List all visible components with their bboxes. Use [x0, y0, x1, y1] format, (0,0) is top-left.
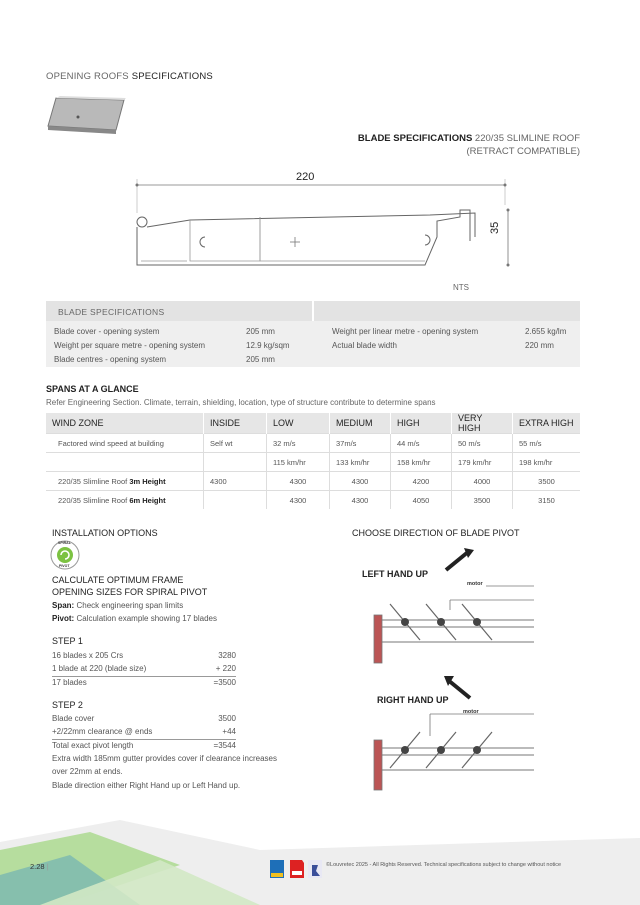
step2-note: Blade direction either Right Hand up or Left Hand up.	[52, 781, 241, 790]
step2-row: +2/22mm clearance @ ends +44	[52, 727, 236, 736]
copyright-text: ©Louvretec 2025 - All Rights Reserved. Technical specifications subject to change without notice	[326, 862, 562, 868]
table-cell: 198 km/hr	[513, 453, 581, 472]
spec-value: 12.9 kg/sqm	[246, 341, 290, 350]
blade-spec-table	[46, 301, 580, 367]
table-row	[46, 472, 580, 491]
step2-title: STEP 2	[52, 700, 83, 710]
left-hand-up-label: LEFT HAND UP	[362, 569, 428, 579]
col-header: INSIDE	[204, 413, 267, 434]
step2-sum-rule	[52, 739, 236, 740]
table-row	[46, 453, 580, 472]
width-dimension-label: 220	[296, 171, 315, 183]
table-cell: 55 m/s	[513, 434, 581, 453]
inside-cell	[204, 453, 267, 472]
spans-table	[46, 413, 580, 509]
pivot-note: Pivot: Calculation example showing 17 blades	[52, 614, 217, 623]
step1-row: 1 blade at 220 (blade size) + 220	[52, 664, 236, 673]
right-hand-up-label: RIGHT HAND UP	[377, 695, 449, 705]
table-cell: 4200	[391, 472, 452, 491]
table-cell: 4000	[452, 472, 513, 491]
table-cell: 158 km/hr	[391, 453, 452, 472]
zone-cell	[46, 453, 204, 472]
spec-row: Weight per linear metre - opening system	[332, 327, 479, 336]
spiral-pivot-badge: SPIRAL PIVOT	[50, 540, 80, 570]
col-header: WIND ZONE	[46, 413, 204, 434]
step2-note: over 22mm at ends.	[52, 767, 123, 776]
spans-table-header	[46, 413, 580, 434]
table-cell: 4050	[391, 491, 452, 510]
zone-cell: 220/35 Slimline Roof 6m Height	[46, 491, 204, 510]
table-cell: 115 km/hr	[267, 453, 330, 472]
col-header: VERY HIGH	[452, 413, 513, 434]
blade-spec-heading: BLADE SPECIFICATIONS 220/35 SLIMLINE ROOF (RETRACT COMPATIBLE)	[357, 133, 580, 157]
spec-value: 205 mm	[246, 355, 275, 364]
table-row	[46, 491, 580, 510]
blade-thumbnail-icon	[44, 94, 130, 136]
blade-pivot-icon	[390, 604, 492, 640]
inside-cell: 4300	[204, 472, 267, 491]
step1-title: STEP 1	[52, 636, 83, 646]
scale-note: NTS	[453, 283, 469, 292]
download-icons	[268, 857, 324, 881]
motor-label: motor	[467, 581, 483, 587]
motor-label: motor	[463, 709, 479, 715]
table-cell: 3150	[513, 491, 581, 510]
blade-pivot-icon	[390, 732, 492, 768]
table-cell: 50 m/s	[452, 434, 513, 453]
col-header: HIGH	[391, 413, 452, 434]
step2-note: Extra width 185mm gutter provides cover if clearance increases	[52, 754, 277, 763]
inside-cell: Self wt	[204, 434, 267, 453]
table-cell: 4300	[330, 472, 391, 491]
table-cell: 3500	[513, 472, 581, 491]
page-number: 2.28 |	[30, 862, 49, 871]
col-header: MEDIUM	[330, 413, 391, 434]
right-hand-up-diagram	[368, 676, 550, 796]
spec-value: 205 mm	[246, 327, 275, 336]
step1-row: 16 blades x 205 Crs 3280	[52, 651, 236, 660]
page-title: OPENING ROOFS SPECIFICATIONS	[46, 71, 213, 82]
table-row	[46, 434, 580, 453]
table-cell: 3500	[452, 491, 513, 510]
zone-cell: Factored wind speed at building	[46, 434, 204, 453]
table-cell: 37m/s	[330, 434, 391, 453]
spec-row: Blade centres - opening system	[54, 355, 167, 364]
spec-row: Weight per square metre - opening system	[54, 341, 206, 350]
blade-spec-table-header: BLADE SPECIFICATIONS	[46, 301, 580, 321]
step2-row: Total exact pivot length =3544	[52, 741, 236, 750]
pivot-direction-title: CHOOSE DIRECTION OF BLADE PIVOT	[352, 528, 520, 538]
col-header: LOW	[267, 413, 330, 434]
table-cell: 133 km/hr	[330, 453, 391, 472]
table-cell: 4300	[267, 472, 330, 491]
table-cell: 4300	[267, 491, 330, 510]
spec-row: Blade cover - opening system	[54, 327, 160, 336]
left-hand-up-diagram	[368, 548, 550, 668]
height-dimension-label: 35	[489, 221, 501, 234]
table-cell: 179 km/hr	[452, 453, 513, 472]
header-divider	[312, 301, 314, 321]
span-note: Span: Check engineering span limits	[52, 601, 184, 610]
pdf-file-icon[interactable]	[290, 860, 304, 878]
spec-value: 2.655 kg/lm	[525, 327, 567, 336]
dwg-file-icon[interactable]	[270, 860, 284, 878]
installation-title: INSTALLATION OPTIONS	[52, 528, 158, 538]
spec-row: Actual blade width	[332, 341, 397, 350]
calculate-title: CALCULATE OPTIMUM FRAME OPENING SIZES FOR SPIRAL PIVOT	[52, 575, 208, 597]
inside-cell	[204, 491, 267, 510]
step1-row: 17 blades =3500	[52, 678, 236, 687]
blade-profile-drawing	[125, 165, 520, 275]
blade-spec-table-body	[46, 321, 580, 367]
spec-value: 220 mm	[525, 341, 554, 350]
spans-subtitle: Refer Engineering Section. Climate, terrain, shielding, location, type of structure contribute to determine spans	[46, 398, 436, 407]
spans-title: SPANS AT A GLANCE	[46, 384, 139, 394]
table-cell: 4300	[330, 491, 391, 510]
table-cell: 44 m/s	[391, 434, 452, 453]
table-cell: 32 m/s	[267, 434, 330, 453]
zone-cell: 220/35 Slimline Roof 3m Height	[46, 472, 204, 491]
step2-row: Blade cover 3500	[52, 714, 236, 723]
col-header: EXTRA HIGH	[513, 413, 581, 434]
rvt-file-icon[interactable]	[308, 860, 322, 878]
step1-sum-rule	[52, 676, 236, 677]
